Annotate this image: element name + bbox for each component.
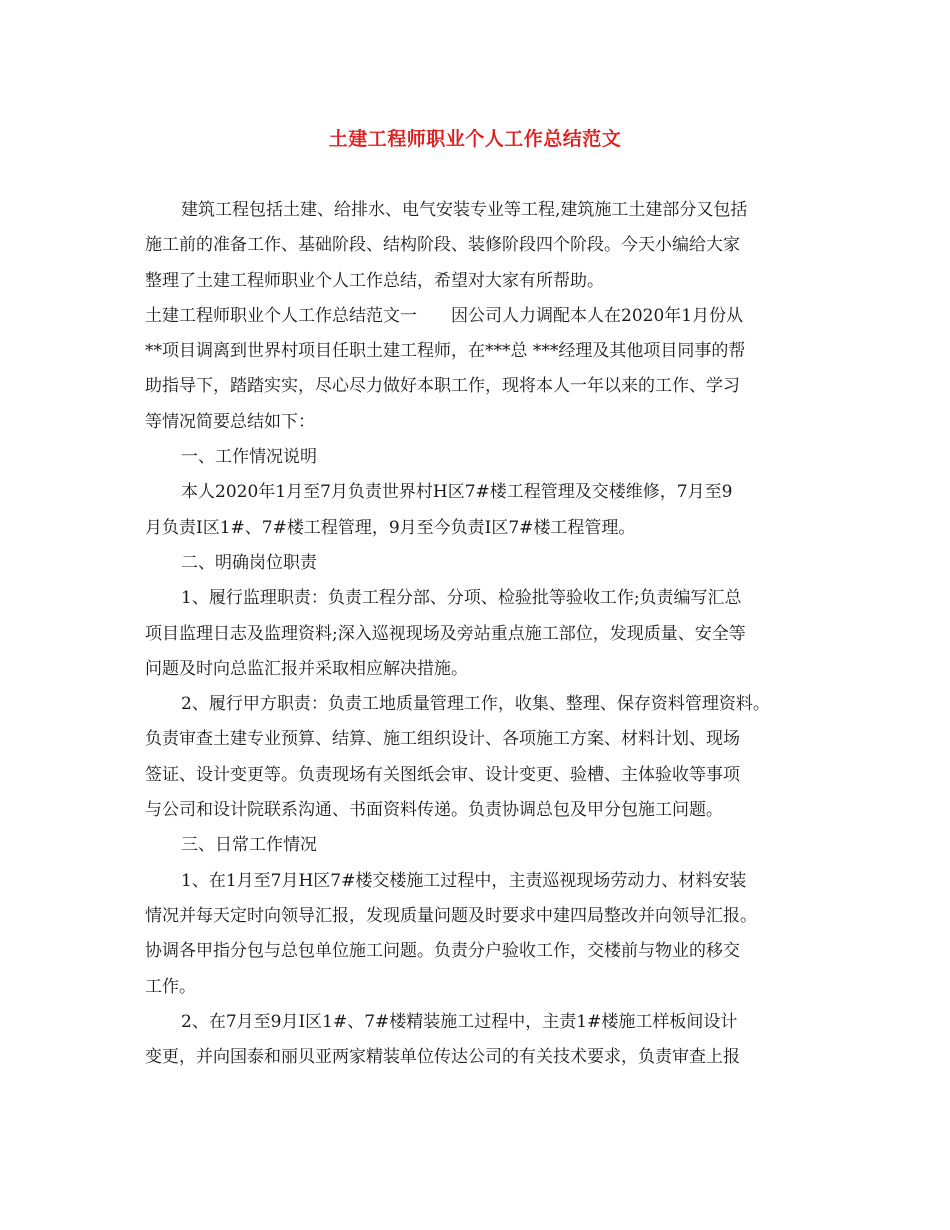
text-line: 2、履行甲方职责：负责工地质量管理工作，收集、整理、保存资料管理资料。 [181,694,770,715]
text-line: 1、履行监理职责：负责工程分部、分项、检验批等验收工作;负责编写汇总 [181,588,742,609]
text-line: 协调各甲指分包与总包单位施工问题。负责分户验收工作，交楼前与物业的移交 [145,941,740,962]
text-line: 签证、设计变更等。负责现场有关图纸会审、设计变更、验槽、主体验收等事项 [145,764,740,785]
text-line: 与公司和设计院联系沟通、书面资料传递。负责协调总包及甲分包施工问题。 [145,800,723,821]
document-body [145,193,825,1075]
text-line: 情况并每天定时向领导汇报，发现质量问题及时要求中建四局整改并向领导汇报。 [145,905,757,926]
text-line: 负责审查土建专业预算、结算、施工组织设计、各项施工方案、材料计划、现场 [145,729,740,750]
text-line: 助指导下，踏踏实实，尽心尽力做好本职工作，现将本人一年以来的工作、学习 [145,376,740,397]
text-line: 1、在1月至7月H区7#楼交楼施工过程中，主责巡视现场劳动力、材料安装 [181,870,747,891]
text-line: **项目调离到世界村项目任职土建工程师，在***总 ***经理及其他项目同事的帮 [145,341,746,362]
text-line: 项目监理日志及监理资料;深入巡视现场及旁站重点施工部位，发现质量、安全等 [145,623,746,644]
text-line: 工作。 [145,976,196,997]
text-line: 变更，并向国泰和丽贝亚两家精装单位传达公司的有关技术要求，负责审查上报 [145,1047,740,1068]
text-line: 土建工程师职业个人工作总结范文一 因公司人力调配本人在2020年1月份从 [145,305,744,326]
text-line: 等情况简要总结如下： [145,411,315,432]
document-title: 土建工程师职业个人工作总结范文 [328,128,622,150]
text-line: 一、工作情况说明 [181,447,317,468]
text-line: 2、在7月至9月Ⅰ区1#、7#楼精装施工过程中，主责1#楼施工样板间设计 [181,1011,738,1032]
text-line: 建筑工程包括土建、给排水、电气安装专业等工程,建筑施工土建部分又包括 [181,200,748,220]
text-line: 整理了土建工程师职业个人工作总结，希望对大家有所帮助。 [145,270,604,291]
text-line: 施工前的准备工作、基础阶段、结构阶段、装修阶段四个阶段。今天小编给大家 [145,235,740,256]
text-line: 月负责Ⅰ区1#、7#楼工程管理，9月至今负责Ⅰ区7#楼工程管理。 [145,517,636,538]
text-line: 问题及时向总监汇报并采取相应解决措施。 [145,658,468,679]
text-line: 二、明确岗位职责 [181,552,317,573]
text-line: 三、日常工作情况 [181,835,317,856]
text-line: 本人2020年1月至7月负责世界村H区7#楼工程管理及交楼维修，7月至9 [181,482,733,503]
